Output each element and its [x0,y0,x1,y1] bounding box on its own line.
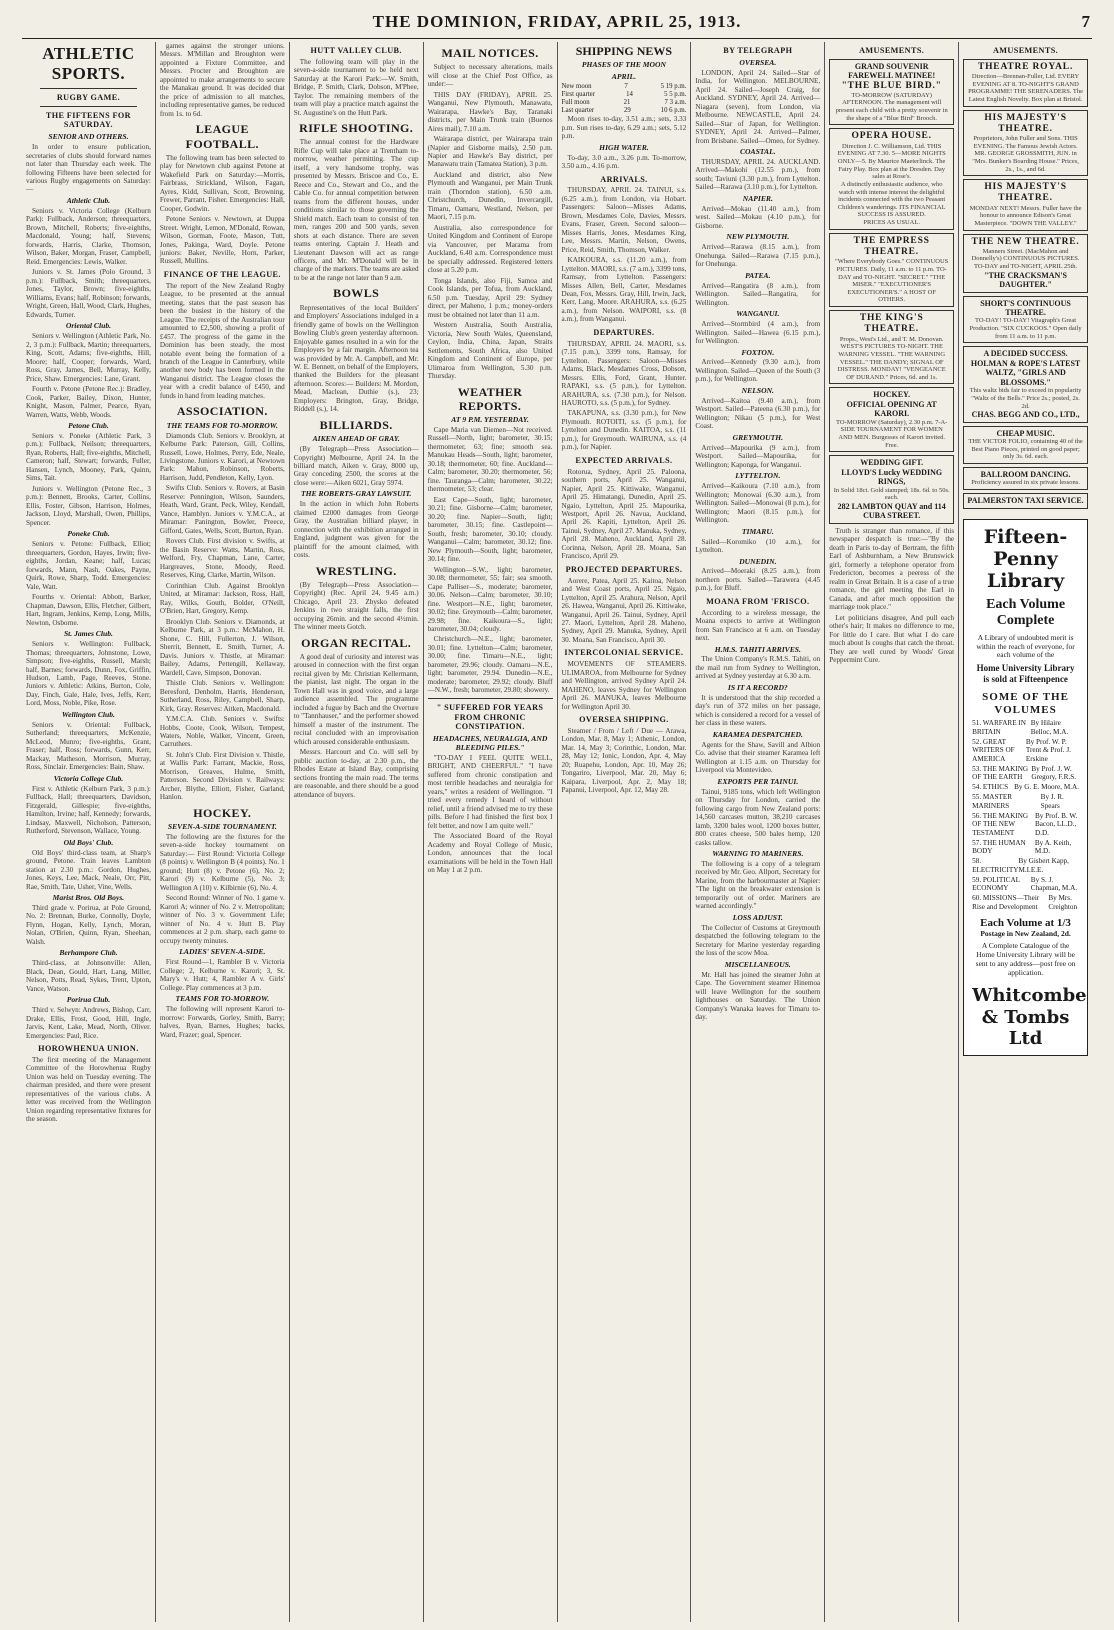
club-heading: Old Boys' Club. [63,837,114,847]
article-text: Messrs. Harcourt and Co. will sell by public auction to-day, at 2.30 p.m., the Rhodes Estate at Island Bay, comprising sections fronting the main road. The terms are reasonable, and there should be a good attendance of buyers. [293,748,419,799]
expected-heading: EXPECTED ARRIVALS. [575,455,673,465]
column-amusements-2 [959,42,1092,1622]
article-text: In order to ensure publication, secretaries of clubs should forward names not later than Thursday each week. The following Fifteens have been selected for various Rugby engagements on Saturday:— [26,143,151,194]
record-heading: IS IT A RECORD? [727,682,788,692]
article-text: Representatives of the local Builders' and Employers' Associations indulged in a friendly game of bowls on the Wellington Bowling Club's green yesterday afternoon. Enjoyable games resulted in a win for the Employers by a fair margin. Afternoon tea was provided by Mr. A. Campbell, and Mr. W. E. Bennett, on behalf of the Employers, thanked the Builders for the pleasant afternoon. Scores:— Builders: M. Mordon, Mead, Maclean, Duthie (s.), 23; Employers: Brington, Gray, Bridge, Riddell (s.), 14. [293,303,419,414]
organ-recital-heading: ORGAN RECITAL. [301,635,412,650]
theatre-royal-title: THEATRE ROYAL. [977,61,1074,72]
page-columns [22,42,1092,1622]
rifle-shooting-heading: RIFLE SHOOTING. [299,121,414,136]
volume-item: 54. ETHICS By G. E. Moore, M.A. [972,783,1079,792]
official-opening: OFFICIAL OPENING AT KARORI. [846,399,937,419]
overseas-heading: OVERSEA SHIPPING. [579,715,669,725]
outport-heading: WANGANUI. [736,309,780,319]
article-text: The report of the New Zealand Rugby League, to be presented at the annual meeting, states that the past season has been the busiest in the history of the League. The receipts of the Australian tour amounted to £2,500, showing a profit of £457. The progress of the game in the Dominion has been steady, the most notable event being the formation of a branch of the League in Canterbury, while another new body has been formed in the Wanganui district. The League closes the year with a credit balance of £450, and funds in hand from leading matches. [159,281,285,400]
library-price: Each Volume at 1/3 [980,917,1071,930]
his-majestys-title: HIS MAJESTY'S THEATRE. [984,112,1067,134]
article-text: A good deal of curiosity and interest was aroused in connection with the first organ recital given by Mr. Christian Kellermann, the pianist, last night. The organ in the Town Hall was in good voice, and a large audience assembled. The programme included a fugue by Bach and the Overture to "Tannhauser," and the performer showed himself a master of the instrument. The recital concluded with an improvisation which aroused considerable enthusiasm. [293,653,419,746]
article-text: Wairarapa district, per Wairarapa train (Napier and Gisborne mails), 2.50 p.m. Napier and Hawke's Bay district, per Manawatu train (Tamatea Station), 3 p.m. [427,135,553,169]
article-text: (By Telegraph—Press Association—Copyright) (Rec. April 24, 9.45 a.m.) Chicago, April 23. Zbysko defeated Jenkins in two straight falls, the first occupying 26min. and the second 4½min. The winner meets Gotch. [293,580,419,632]
club-heading: St. James Club. [63,629,113,639]
opera-house-title: OPERA HOUSE. [851,131,932,142]
advert-wedding: WEDDING GIFT. LLOYD'S Lucky WEDDING RINGS, In Solid 18ct. Gold stamped; 18s. 6d. to 50s. each. 282 LAMBTON QUAY and 114 CUBA STREET. [829,455,954,524]
shipping-list: Arrived—Mapourika (9 a.m.), from Westport. Sailed—Mapourika, for Wellington; Kaponga, for Wanganui. [695,443,821,469]
team-list: Third grade v. Porirua, at Pole Ground, No. 2: Brennan, Burke, Connolly, Doyle, Flynn, Hogan, Kelly, Lynch, Moran, Nolan, O'Brien, Quinn, Ryan, Sheehan, Walsh. [26,903,151,946]
amusements-heading-2: AMUSEMENTS. [992,46,1059,55]
senior-heading: SENIOR AND OTHERS. [48,132,129,142]
column-telegraph-shipping [691,42,825,1622]
moon-row: Last quarter 29 10 6 p.m. [561,107,687,115]
team-list: Seniors v. Wellington (Athletic Park, No. 2, 3 p.m.): Fullback, Martin; threequarters, King, Scott, Adams; five-eighths, Hill, Moore; half, Cooper; forwards, Ward, Ross, Gray, James, Bell, Murray, Kelly, Price, Shaw. Emergencies: Lane, Grant. [26,332,151,383]
exports-heading: EXPORTS PER TAINUI. [717,776,799,786]
team-list: Old Boys' third-class team, at Sharp's ground, Petone. Train leaves Lambton station at 2.30 p.m.: Gordon, Hughes, Jones, Keys, Lee, Mack, Neale, Orr, Pitt, Rae, Smith, Tate, Usher, Vine, Wells. [26,848,151,891]
moon-row: Full moon 21 7 3 a.m. [561,99,687,107]
weather-list: Cape Maria van Diemen—Not received. Russell—North, light; barometer, 30.15; thermometer, 63; fine; smooth sea. Manukau Heads—South, light; barometer, 30.18; thermometer, 60; fine. Auckland—Calm; barometer, 30.20; thermometer, 56; fine. Tauranga—Calm; barometer, 30.22; thermometer, 53; clear. [427,425,553,494]
article-text: Subject to necessary alterations, mails will close at the Chief Post Office, as under:— [427,63,553,89]
column-amusements-1 [825,42,959,1622]
lambton-address: 282 LAMBTON QUAY and 114 CUBA STREET. [837,502,946,521]
outport-heading: LYTTELTON. [735,471,781,481]
column-athletic-sports [22,42,156,1622]
team-list: Seniors v. Victoria College (Kelburn Park): Fullback, Anderson; threequarters, Brown, Mitchell, Roberts; five-eighths, Macdonald, Young; half, Stevens; forwards, Harris, Clarke, Thomson, Wilson, Baker, Morgan, Fraser, Campbell, Reid. Emergencies: Lewis, Walker. [26,206,151,266]
club-heading: Poneke Club. [67,529,110,539]
decided-success: A DECIDED SUCCESS. [983,349,1068,359]
newspaper-title: THE DOMINION, FRIDAY, APRIL 25, 1913. [372,12,742,31]
athletic-sports-heading: ATHLETIC SPORTS. [42,44,135,84]
club-heading: Victoria College Club. [53,773,124,783]
team-list: St. John's Club. First Division v. Thistle, at Wallis Park: Farrant, Mackie, Ross, Morrison, Greaves, Hulme, Smith, Patterson. Second Division v. Railways: Archer, Blythe, Elliott, Fisher, Garland, Hanlon. [159,750,285,802]
article-text: games against the stronger unions. Messrs. M'Millan and Broughton were appointed a Fixture Committee, and Messrs. Procter and Broughton are appointed to make arrangements to secure the Manakau ground. It was decided that the price of admission to all matches, including representative games, be reduced from 1s. to 6d. [159,42,285,118]
advert-his-majestys: HIS MAJESTY'S THEATRE. Proprietors, John Fuller and Sons. THIS EVENING. The Famous Jewish Actors. MR. GEORGE GROSSMITH, JUN. in "Mrs. Bunker's Boarding House." Prices, 2s., 1s., and 6d. [963,110,1088,177]
team-list: Seniors v. Petone: Fullback, Elliot; threequarters, Gordon, Hayes, Irwin; five-eighths, Jordan, Keane; half, Lucas; forwards, Mann, Nash, Oakes, Payne, Quirk, Rowe, Sharp, Todd. Emergencies: Vale, Watt. [26,540,151,591]
advert-cheap-music: CHEAP MUSIC. THE VICTOR FOLIO, containing 40 of the Best Piano Pieces, printed on good paper; only 3s. 6d. each. [963,426,1088,464]
column-league-association [156,42,290,1622]
high-water-heading: HIGH WATER. [599,142,649,152]
advert-theatre-royal: THEATRE ROYAL. Direction—Brennan-Fuller, Ltd. EVERY EVENING AT 8. TO-NIGHT'S GRAND PROGRAMME! THE SERENADERS. The Latest English Novelty. Box plan at Bristol. [963,59,1088,107]
bowls-heading: BOWLS [333,286,380,301]
article-text: "TO-DAY I FEEL QUITE WELL, BRIGHT, AND CHEERFUL." "I have suffered from chronic constipation and most terrible headaches and neuralgia for years," writes a resident of Wellington. "I tried every remedy I heard of without relief, until a friend advised me to try these pills. Before I had finished the first box I felt better, and now I am quite well." [427,753,553,830]
volume-item: 53. THE MAKING OF THE EARTH By Prof. J. W. Gregory, F.R.S. [972,764,1077,782]
masthead [22,8,1092,39]
shorts-title: SHORT'S CONTINUOUS THEATRE. [980,298,1071,318]
column-mail-weather [424,42,558,1622]
library-postage: Postage in New Zealand, 2d. [980,929,1071,939]
column-shipping-news [558,42,692,1622]
team-list: Seniors v. Wellington: Fullback, Thomas; threequarters, Johnstone, Lowe, Simpson; five-eighths, Russell, Marsh; half, Barnes; forwards, Dunn, Fox, Griffin, Hudson, Lamb, Page, Reeves, Stone. Juniors v. Athletic: Atkins, Burton, Cole, Day, Finch, Gale, Hale, Ives, Jeffs, Kerr, Lord, Moss, Noble, Pike, Rose. [26,640,151,708]
intercolonial-heading: INTERCOLONIAL SERVICE. [564,648,684,658]
article-text: Mr. Hall has joined the steamer John at Cape. The Government steamer Hinemoa will leave Wellington for the southern lighthouses on Saturday. The Union Company's Wanaka leaves for Timaru to-day. [695,970,821,1022]
chas-begg: CHAS. BEGG AND CO., LTD., [971,410,1080,420]
volume-item: 55. MASTER MARINERS By J. R. Spears [972,793,1064,810]
team-list: Fourths v. Oriental: Abbott, Barker, Chapman, Dawson, Ellis, Fletcher, Gilbert, Hart, Ingram, Jenkins, Kemp, Long, Mills, Newton, Osborne. [26,593,151,627]
advert-shorts: SHORT'S CONTINUOUS THEATRE. TO-DAY! TO-DAY! Vitagraph's Great Production. "SIX CUCKOOS." Open daily from 11 a.m. to 11 p.m. [963,296,1088,344]
advert-new-theatre: THE NEW THEATRE. Manners Street. (MacMahon and Donnelly's) CONTINUOUS PICTURES. TO-DAY and TO-NIGHT, APRIL 25th. "THE CRACKSMAN'S DAUGHTER." [963,234,1088,293]
club-heading: Athletic Club. [66,195,111,205]
oversea-heading: OVERSEA. [739,57,777,67]
shipping-list: LONDON, April 24. Sailed—Star of India, for Wellington. MELBOURNE, April 24. Sailed—Joseph Craig, for Auckland. SYDNEY, April 24. Arrived—Niagara (seven), from London, via Melbourne. NEWCASTLE, April 24. Sailed—Star of Japan, for Wellington. SYDNEY, April 24. Arrived—Palmer, from Brisbane. Sailed—Omeo, for Sydney. [695,68,821,145]
article-text: Moon rises to-day, 3.51 a.m.; sets, 3.33 p.m. Sun rises to-day, 6.29 a.m.; sets, 5.12 p.m. [561,115,687,141]
library-advert [963,519,1088,1057]
advert-opera-house: OPERA HOUSE. Direction J. C. Williamson, Ltd. THIS EVENING AT 7.30. 5—MORE NIGHTS ONLY—5. By Maurice Maeterlinck. The Fairy Play. Box plan at the Dresden. Day sales at Rose's. A distinctly enthusiastic audience, who watch with intense interest the delightful incidents connected with the two Peasant Children's wanderings. ITS FINANCIAL SUCCESS IS ASSURED. PRICES AS USUAL. [829,128,954,229]
shipping-list: THURSDAY, APRIL 24. AUCKLAND. Arrived—Makohi (12.55 p.m.), from south; Taviuni (3.30 p.m.), from Lyttelton. Sailed—Rarawa (3.10 p.m.), for Lyttelton. [695,157,821,192]
finance-heading: FINANCE OF THE LEAGUE. [163,269,281,279]
wrestling-heading: WRESTLING. [315,563,397,578]
club-heading: Porirua Club. [66,995,111,1005]
loss-heading: LOSS ADJUST. [732,912,783,922]
warning-heading: WARNING TO MARINERS. [712,849,804,859]
arrivals-heading: ARRIVALS. [600,174,648,184]
article-text: The following team will play in the seven-a-side tournament to be held next Saturday at the Karori Park:—W. Smith, Bridge, P. Smith, Clark, Dobson, M'Phee, Taylor. The remaining members of the team will play a practice match against the St. Augustine's on the Hutt Park. [293,57,419,117]
weather-list: Wellington—S.W., light; barometer, 30.08; thermometer, 55; fair; sea smooth. Cape Palliser—S., moderate; barometer, 30.06. Nelson—Calm; barometer, 30.10; fine. Westport—N.E., light; barometer, 30.02; fine. Greymouth—Calm; barometer, 29.98; fine. Kaikoura—S., light; barometer, 30.04; cloudy. [427,565,553,633]
article-text: The annual contest for the Hardware Rifle Cup will take place at Trentham to-morrow, weather permitting. The cup itself, a very handsome trophy, was presented by Messrs. Briscoe and Co., E. Reece and Co., Stewart and Co., and the Cable Co. for annual competition between teams from the different houses, under conditions similar to those governing the Shield match. Each team to consist of ten men, ranges 200 and 500 yards, seven shots at each distance. There are seven teams entering. Captain J. Heath and Lieutenant Dawson will act as range officers, and Mr. M'Donald will be in charge of the markers. The teams are asked to be at the range not later than 9 a.m. [293,138,419,282]
advert-kings: THE KING'S THEATRE. Props., West's Ltd., and T. M. Donovan. WEST'S PICTURES TO-NIGHT. THE WARNING VESSEL. "THE WARNING VESSEL." THE DANDY; SIGNAL OF DISTRESS. MONDAY! "VENGEANCE OF DURAND." Prices, 6d. and 1s. [829,310,954,384]
outport-heading: GREYMOUTH. [732,432,784,442]
shipping-list: MOVEMENTS OF STEAMERS. ULIMAROA, from Melbourne for Sydney and Wellington, arrived Sydney April 24. MAHENO, leaves Sydney for Wellington April 26. MANUKA, leaves Melbourne for Wellington April 30. [561,660,687,711]
ballroom-title: BALLROOM DANCING. [980,470,1071,480]
outport-heading: FOXTON. [741,347,775,357]
article-text: Tonga Islands, also Fiji, Samoa and Cook Islands, per Tofua, from Auckland, 6.50 p.m. Tuesday, April 29: Sydney direct, per Maheno, 1 p.m.; money-orders must be obtained not later than 11 a.m. [427,276,553,319]
team-list: Juniors v. St. James (Polo Ground, 3 p.m.): Fullback, Smith; threequarters, Jones, Taylor, Brown; five-eighths, Williams, Evans; half, Robinson; forwards, Wright, Green, Hall, Wood, Clark, Hughes, Edwards, Turner. [26,268,151,319]
team-list: The following will represent Karori to-morrow: Forwards, Gorley, Smith, Barry; halves, Ryan, Barnes, Hughes; backs, Ward, Frazer; goal, Spencer. [159,1005,285,1039]
team-list: Rovers Club. First division v. Swifts, at the Basin Reserve: Watts, Martin, Ross, Welford, Fry, Chapman, Lane, Carter, Hargreaves, Stone, Moody, Reed. Reserves, King, Clarke, Martin, Wilson. [159,537,285,580]
telegraph-heading: BY TELEGRAPH [723,46,793,55]
article-text: To-day, 3.0 a.m., 3.26 p.m. To-morrow, 3.50 a.m., 4.16 p.m. [561,153,687,171]
empress-title: THE EMPRESS THEATRE. [853,235,930,257]
club-heading: Berhampore Club. [59,948,118,958]
association-heading: ASSOCIATION. [176,404,268,419]
farewell-title: GRAND SOUVENIR FAREWELL MATINEE! [848,61,936,81]
article-text: Australia, also correspondence for United Kingdom and Continent of Europe via Vancouver, per Marama from Auckland, 6.40 a.m. Correspondence must be specially addressed. Registered letters close at 5.20 p.m. [427,223,553,275]
shipping-list: Arrived—Mokau (11.40 a.m.), from west. Sailed—Mokau (4.10 p.m.), for Gisborne. [695,204,821,230]
article-text: Agents for the Shaw, Savill and Albion Co. advise that their steamer Karamea left Wellington at 1.15 a.m. on Thursday for Liverpool via Montevideo. [695,740,821,775]
outport-heading: TIMARU. [741,526,774,536]
hockey-heading: HOCKEY. [193,805,252,820]
page-number: 7 [1081,12,1090,31]
testimonial-heading-1: " SUFFERED FOR YEARS FROM CHRONIC CONSTIPATION. [436,702,544,732]
club-heading: Wellington Club. [61,709,115,719]
volume-item: 51. WARFARE IN BRITAIN By Hilaire Belloc, M.A. [972,719,1069,736]
library-each: Each Volume Complete [986,596,1066,629]
library-home: Home University Library [976,663,1075,674]
shipping-list: Sailed—Koromiko (10 a.m.), for Lyttelton. [695,537,821,555]
union-heading: HOROWHENUA UNION. [38,1044,139,1054]
article-text: Truth is stranger than romance, if this newspaper despatch is true:—"By the death in Paris to-day of Bertram, the fifth Earl of Ashburnham, a New Brunswick girl, formerly a telephone operator from Fredericton, becomes a peeress of the realm in Great Britain. It is a case of a true romance, the girl meeting the Earl in Canada, and after much opposition the marriage took place." [829,526,955,612]
shipping-list: TAKAPUNA, s.s. (3.30 p.m.), for New Plymouth. ROTOITI, s.s. (5 p.m.), for Lyttelton and Dunedin. KAITOA, s.s. (11 p.m.), for Greymouth. WAIRUNA, s.s. (4 p.m.), for Napier. [561,409,687,452]
library-blurb: A Library of undoubted merit is within the reach of everyone, for each volume of the [976,632,1075,660]
weather-list: Christchurch—N.E., light; barometer, 30.01; fine. Lyttelton—Calm; barometer, 30.00; fine. Timaru—N.E., light; barometer, 29.96; cloudy. Oamaru—N.E., light; barometer, 29.94. Dunedin—N.E., moderate; barometer, 29.92; cloudy. Bluff—N.W., fresh; barometer, 29.80; showery. [427,635,553,695]
projected-heading: PROJECTED DEPARTURES. [565,564,683,574]
team-list: Swifts Club. Seniors v. Rovers, at Basin Reserve: Pennington, Wilson, Saunders, Heath, Ward, Grant, Peck, Wiley, Kendall, Vance, Hamblyn. Juniors v. Y.M.C.A., at Miramar: Panington, Bowler, Preece, Gifford, Gates, Wells, Scott, Burton, Ryan. [159,484,285,535]
club-heading: Petone Club. [68,421,109,431]
association-sub: THE TEAMS FOR TO-MORROW. [166,420,278,430]
volume-item: 56. THE MAKING OF THE NEW TESTAMENT By Prof. B. W. Bacon, LL.D., D.D. [972,811,1078,837]
volume-item: 58. ELECTRICITY By Gisbert Kapp, M.I.E.E. [972,857,1069,874]
volume-item: 60. MISSIONS—Their Rise and Development By Mrs. Creighton [972,894,1078,911]
weather-reports-heading: WEATHER REPORTS. [457,384,523,413]
article-text: The Collector of Customs at Greymouth despatched the following telegram to the Secretary for Marine yesterday regarding the loss of the scow Moa. [695,923,821,958]
shipping-list: Rotorua, Sydney, April 25. Paloona, southern ports, April 25. Wanganui, Napier, April 25. Kittiwake, Wanganui, April 25. Himatangi, Dunedin, April 25. Ngaio, Lyttelton, April 25. Mapourika, Westport, April 26. Navua, Auckland, April 26. Kapiti, Lyttelton, April 26. Tainui, Sydney, April 27. Manuka, Sydney, April 28. Maheno, Auckland, April 28. Corinna, Nelson, April 28. Moana, San Francisco, April 29. [561,467,687,561]
lloyds-rings: LLOYD'S Lucky WEDDING RINGS, [841,467,943,487]
weather-list: East Cape—South, light; barometer, 30.21; fine. Gisborne—Calm; barometer, 30.20; fine. Napier—South, light; barometer, 30.15; fine. Castlepoint—South, fresh; barometer, 30.10; cloudy. Wanganui—Calm; barometer, 30.12; fine. New Plymouth—South, light; barometer, 30.14; fine. [427,495,553,564]
library-title: Fifteen-Penny Library [983,525,1068,593]
team-list: Third-class, at Johnsonville: Allen, Black, Dean, Gould, Hart, Lang, Miller, Nelson, Potts, Read, Sykes, Trent, Upton, Vance, Watson. [26,959,151,993]
shipping-list: Arrived—Kaitoa (9.40 a.m.), from Westport. Sailed—Pateena (6.30 p.m.), for Wellington; Nikau (5 p.m.), for West Coast. [695,396,821,431]
article-text: Auckland and district, also New Plymouth and Wanganui, per Main Trunk train (Thorndon station), 6.50 a.m. Christchurch, Dunedin, Invercargill, Timaru, Oamaru, Westland, Nelson, per Maori, 7.15 p.m. [427,170,553,222]
article-text: According to a wireless message, the Moana expects to arrive at Wellington from San Francisco at 6 a.m. on Tuesday next. [695,608,821,643]
amusements-heading: AMUSEMENTS. [859,46,925,55]
karamea-heading: KARAMEA DESPATCHED. [712,729,803,739]
article-text: The following team has been selected to play for Newtown club against Petone at Wakefield Park on Saturday:—Morris, Fairbrass, Strickland, Wilson, Fagan, Ayres, Kidd, Sullivan, Scott, Browning, Frewer, Parrant, Fisher. Emergencies: Hall, Cooper, Godwin. [159,153,285,213]
wedding-gift-title: WEDDING GIFT. [860,458,924,468]
lawsuit-heading: THE ROBERTS-GRAY LAWSUIT. [301,489,412,499]
cracksman-title: "THE CRACKSMAN'S DAUGHTER." [984,270,1068,290]
moon-month: APRIL. [611,72,637,82]
his-majestys-title-2: HIS MAJESTY'S THEATRE. [984,182,1067,204]
outport-heading: PATEA. [745,270,771,280]
outport-heading: NAPIER. [742,193,773,203]
outport-heading: NELSON. [741,385,774,395]
moon-row: New moon 7 5 19 p.m. [561,83,687,91]
team-list: Corinthian Club. Against Brooklyn United, at Miramar: Jackson, Ross, Hall, Ray, Wilks, Gouth, Bolder, O'Neill, O'Brien, Hart, Gregory, Kemp. [159,581,285,616]
coastal-heading: COASTAL. [739,146,776,156]
team-list: Y.M.C.A. Club. Seniors v. Swifts: Hobbs, Coote, Cook, Wilson, Tempest, Waters, Noble, Walker, Vincent, Green, Carruthers. [159,715,285,749]
moon-heading: PHASES OF THE MOON [581,60,666,70]
article-text: Western Australia, South Australia, Victoria, New South Wales, Queensland, Ceylon, India, China, Japan, Straits Settlements, South Africa, also United Kingdom and Continent of Europe, per Ulimaroa from Wellington, 5.30 p.m. Thursday. [427,321,553,381]
article-text: Let politicians disagree, And pull each other's hair; It makes no difference to me, For little do I care. But what I do care much about Is coughs that catch the throat. They are well cured by Woods' Great Peppermint Cure. [829,613,955,665]
article-text: It is understood that the ship recorded a day's run of 372 miles on her passage, which is considered a record for a vessel of her class in these waters. [695,693,821,728]
moon-phases-table [562,83,687,115]
billiards-sub: AIKEN AHEAD OF GRAY. [312,434,400,444]
holman-waltz: HOLMAN & ROPE'S LATEST WALTZ, "GIRLS AND BLOSSOMS." [970,358,1081,387]
article-text: The following are the fixtures for the seven-a-side hockey tournament on Saturday:— First Round: Victoria College (8 points) v. Wellington B (4 points). No. 1 ground; Hutt (8) v. Petone (6), No. 2; Karori (9) v. Kelburne (5), No. 3; Wellington A (10) v. Kilbirnie (6), No. 4. [159,832,285,892]
article-text: In the action in which John Roberts claimed £2000 damages from George Gray, the Australian billiard player, in connection with the exhibition arranged in England, judgment was given for the plaintiff for the amount claimed, with costs. [293,500,419,560]
shipping-list: Arrived—Kaikoura (7.10 a.m.), from Wellington; Monowai (6.30 a.m.), from Wellington. Sailed—Monowai (8 p.m.), for Wellington; Maori (8.15 p.m.), for Wellington. [695,482,821,525]
hockey-sub: SEVEN-A-SIDE TOURNAMENT. [167,822,277,832]
column-rifle-bowls [290,42,424,1622]
article-text: Second Round: Winner of No. 1 game v. Karori A; winner of No. 2 v. Metropolitan; winner of No. 3 v. Government Life; winner of No. 4 v. Hutt B. Play commences at 2 p.m. sharp, each game to occupy twenty minutes. [159,894,285,945]
library-catalogue: A Complete Catalogue of the Home University Library will be sent to any address—post free on application. [975,940,1076,977]
team-list: First v. Athletic (Kelburn Park, 3 p.m.): Fullback, Hall; threequarters, Davidson, Fitzgerald, Gillespie; five-eighths, Hamilton, Irvine; half, Kennedy; forwards, Lindsay, Maxwell, Nicholson, Patterson, Rutherford, Stevenson, Wallace, Young. [26,784,151,836]
volume-item: 52. GREAT WRITERS OF AMERICA By Prof. W. P. Trent & Prof. J. Erskine [972,737,1071,763]
advert-farewell: GRAND SOUVENIR FAREWELL MATINEE! "THE BLUE BIRD." TO-MORROW (SATURDAY) AFTERNOON. The management will present each child with a pretty souvenir in the shape of a "Blue Bird" Brooch. [829,59,954,126]
volume-list [972,719,1079,911]
outport-heading: NEW PLYMOUTH. [726,232,790,242]
library-some: SOME OF THE VOLUMES [982,690,1069,716]
team-list: Brooklyn Club. Seniors v. Diamonds, at Kelburne Park, at 3 p.m.: McMahon, H. Shone, C. Hill, Fullerton, J. Wilson, Sherrit, Bennett, E. Smith, Turner, A. Davis. Juniors v. Thistle, at Miramar: Bailey, Adams, Pettengill, Kellaway, Wardell, Cave, Simpson, Donovan. [159,617,285,677]
club-heading: Marist Bros. Old Boys. [52,893,125,903]
tahiti-heading: H.M.S. TAHITI ARRIVES. [714,644,801,654]
teams-tomorrow: TEAMS FOR TO-MORROW. [175,994,270,1004]
mail-notices-heading: MAIL NOTICES. [441,46,539,60]
article-text: THIS DAY (FRIDAY), APRIL 25. Wanganui, New Plymouth, Manawatu, Wairarapa, Hawke's Bay, Taranaki districts, per Main Trunk train (Buenos Aires mail), 7.10 a.m. [427,90,553,133]
bluebird-title: "THE BLUE BIRD." [841,80,942,91]
article-text: The Union Company's R.M.S. Tahiti, on the mail run from Sydney to Wellington, arrived at Sydney yesterday at 6.30 a.m. [695,655,821,681]
article-text: Tainui, 9185 tons, which left Wellington on Thursday for London, carried the following cargo from New Zealand ports: 14,560 carcases mutton, 38,210 carcases lamb, 3200 bales wool, 1200 boxes butter, 800 crates cheese, 500 bales hemp, 120 casks tallow. [695,787,821,847]
publisher-logo: Whitcombe & Tombs Ltd [972,985,1087,1049]
league-football-heading: LEAGUE FOOTBALL. [185,122,259,151]
shipping-list: Arrived—Moeraki (8.25 a.m.), from northern ports. Sailed—Tarawera (4.45 p.m.), for Bluff. [695,567,821,593]
club-heading: Oriental Club. [65,321,112,331]
shipping-news-heading: SHIPPING NEWS [575,44,673,58]
article-text: The first meeting of the Management Committee of the Horowhenua Rugby Union was held on Tuesday evening. The chairman presided, and there were present representatives of the various clubs. A letter was received from the Wellington Union regarding representative fixtures for the season. [26,1055,151,1124]
team-list: Fourth v. Petone (Petone Rec.): Bradley, Cook, Parker, Bailey, Dixon, Hunter, Knight, Mason, Palmer, Pearce, Ryan, Warren, Watts, Webb, Woods. [26,385,151,419]
moon-row: First quarter 14 5 5 p.m. [561,91,687,99]
team-list: Third v. Selwyn: Andrews, Bishop, Carr, Drake, Ellis, Frost, Good, Hill, Ingle, Jarvis, Kent, Lake, Mead, North, Oliver. Emergencies: Paul, Rice. [26,1006,151,1040]
shipping-list: Arrived—Rarawa (8.15 a.m.), from Onehunga. Sailed—Rarawa (7.15 p.m.), for Onehunga. [695,243,821,269]
hockey-ad-title: HOCKEY. [873,390,911,400]
ladies-heading: LADIES' SEVEN-A-SIDE. [179,947,266,957]
cheap-music-title: CHEAP MUSIC. [996,428,1055,438]
shipping-list: Steamer / From / Left / Due — Arawa, London, Mar. 8, May 1; Athenic, London, Mar. 14, May 3; Corinthic, London, Mar. 28, May 12; Ionic, London, Apr. 4, May 20; Ruapehu, London, Apr. 10, May 26; Tongariro, Liverpool, Mar. 20, May 6; Kaipara, Liverpool, Apr. 2, May 18; Papanui, Liverpool, Apr. 12, May 28. [561,726,687,795]
new-theatre-title: THE NEW THEATRE. [971,236,1080,247]
taxi-title: PALMERSTON TAXI SERVICE. [967,496,1084,506]
kings-title: THE KING'S THEATRE. [859,313,924,335]
rugby-subheading: RUGBY GAME. [56,93,121,103]
testimonial-heading-2: HEADACHES, NEURALGIA, AND BLEEDING PILES." [432,733,548,752]
departures-heading: DEPARTURES. [593,327,655,337]
weather-sub: AT 9 P.M. YESTERDAY. [451,414,529,424]
article-text: Petone Seniors v. Newtown, at Duppa Street. Wright, Lemon, M'Donald, Rowan, Wilson, Gorman, Foote, Mason, Tutt, Jones, Pakinga, Ward, Doyle. Petone juniors: Baker, Neville, Horn, Parker, Russell, Mullins. [159,215,285,266]
team-list: Juniors v. Wellington (Petone Rec., 3 p.m.): Bennett, Brooks, Carter, Collins, Ellis, Foster, Gibson, Harrison, Holmes, Jackson, Lloyd, Marshall, Owen, Phillips, Spencer. [26,484,151,527]
frisco-heading: MOANA FROM 'FRISCO. [706,596,810,606]
advert-hockey: HOCKEY. OFFICIAL OPENING AT KARORI. TO-MORROW (Saturday), 2.30 p.m. 7-A-SIDE TOURNAMENT FOR WOMEN AND MEN. Burgesses of Karori invited. Free. [829,387,954,452]
advert-holman: A DECIDED SUCCESS. HOLMAN & ROPE'S LATEST WALTZ, "GIRLS AND BLOSSOMS." This waltz bids fair to exceed in popularity "Waltz of the Bells." Price 2s.; posted, 2s. 2d. CHAS. BEGG AND CO., LTD., [963,346,1088,422]
volume-item: 59. POLITICAL ECONOMY By S. J. Chapman, M.A. [972,875,1078,893]
advert-his-majestys-2: HIS MAJESTY'S THEATRE. MONDAY NEXT! Messrs. Fuller have the honour to announce Edison's Great Masterpiece. "DOWN THE VALLEY." [963,179,1088,230]
team-list: Diamonds Club. Seniors v. Brooklyn, at Kelburne Park: Paterson, Gill, Collins, Russell, Lowe, Holmes, Perry, Ede, Neale, Livingstone. Juniors v. Karori, at Newtown Park: Mahon, Robinson, Roberts, Harrison, Judd, Pendleton, Kelly, Lyon. [159,431,285,482]
billiards-heading: BILLIARDS. [319,417,393,432]
fifteens-heading: THE FIFTEENS FOR SATURDAY. [45,110,131,130]
team-list: Thistle Club. Seniors v. Wellington: Beresford, Denholm, Harris, Henderson, Sutherland, Ross, Riley, Campbell, Sharp, Kirk, Gray. Reserves: Aitken, Macdonald. [159,679,285,713]
shipping-list: THURSDAY, APRIL 24. TAINUI, s.s. (6.25 a.m.), from London, via Hobart. Passengers: Saloon—Misses Adams, Brown, Mesdames Cole, Davies, Messrs. Evans, Fraser, Green. Second saloon—Misses Harris, Jones, Mesdames King, Lee, Messrs. Martin, Nelson, Owens, Price, Reid, Smith, Thomson, Walker. [561,186,687,254]
shipping-list: Arrived—Stormbird (4 a.m.), from Wellington. Sailed—Hawea (6.15 p.m.), for Wellington. [695,320,821,346]
advert-ballroom: BALLROOM DANCING. Proficiency assured in six private lessons. [963,467,1088,490]
outport-heading: DUNEDIN. [739,556,777,566]
article-text: First Round—1, Rambler B v. Victoria College; 2, Kelburne v. Karori; 3, St. Mary's v. Hutt; 4, Rambler A v. Girls' College. Play commences at 3 p.m. [159,958,285,992]
library-sold: is sold at Fifteenpence [983,673,1068,684]
volume-item: 57. THE HUMAN BODY By A. Keith, M.D. [972,838,1072,856]
misc-heading: MISCELLANEOUS. [724,959,791,969]
hutt-valley-heading: HUTT VALLEY CLUB. [310,46,402,55]
advert-taxi [963,493,1088,508]
team-list: Seniors v. Oriental: Fullback, Sutherland; threequarters, McKenzie, McLeod, Munro; five-eighths, Grant, Fraser; half, Ross; forwards, Gunn, Kerr, Mackay, Matheson, Morrison, Murray, Ross, Sinclair. Emergencies: Bain, Shaw. [26,720,151,772]
shipping-list: Arrived—Rangatira (8 a.m.), from Wellington. Sailed—Rangatira, for Wellington. [695,281,821,307]
team-list: Seniors v. Poneke (Athletic Park, 3 p.m.): Fullback, Neilson; threequarters, Ryan, Roberts, Hall; five-eighths, Mitchell, Cameron; half, Stewart; forwards, Fuller, Hansen, Lynch, Mooney, Park, Quinn, Sims, Tait. [26,431,151,483]
shipping-list: Aorere, Patea, April 25. Kaitoa, Nelson and West Coast ports, April 25. Ngaio, Lyttelton, April 25. Arahura, Nelson, April 26. Hawea, Wanganui, April 26. Kittiwake, Wanganui, April 26. Tainui, Sydney, April 27. Maori, Lyttelton, April 28. Maheno, Sydney, April 29. Manuka, Sydney, April 30. Moana, San Francisco, April 30. [561,576,687,644]
shipping-list: Arrived—Kennedy (9.30 a.m.), from Wellington. Sailed—Queen of the South (3 p.m.), for Wellington. [695,358,821,384]
article-text: The following is a copy of a telegram received by Mr. Geo. Allport, Secretary for Marine, from the harbourmaster at Napier: "The light on the breakwater extension is temporarily out of order. Mariners are warned accordingly." [695,860,821,911]
advert-empress: THE EMPRESS THEATRE. "Where Everybody Goes." CONTINUOUS PICTURES. Daily, 11 a.m. to 11 p.m. TO-DAY and TO-NIGHT. "SECRET." "THE MISER." "EXECUTIONER'S EXECUTIONER'S." A HOST OF OTHERS. [829,233,954,307]
article-text: (By Telegraph—Press Association—Copyright) Melbourne, April 24. In the billiard match, Aiken v. Gray, 8000 up, Gray conceding 2500, the scores at the close were:—Aiken 6021, Gray 5974. [293,445,419,487]
article-text: The Associated Board of the Royal Academy and Royal College of Music, London, announces that the local examinations will be held in the Town Hall on May 1 at 2 p.m. [427,832,553,875]
shipping-list: THURSDAY, APRIL 24. MAORI, s.s. (7.15 p.m.), 3399 tons, Ramsay, for Lyttelton. Passengers: Saloon—Misses Adams, Black, Mesdames Cross, Dobson, Messrs. Ellis, Ford, Grant, Hunter. RAPAKI, s.s. (5 p.m.), for Lyttelton. ARAHURA, s.s. (7.30 p.m.), for Nelson. HAUROTO, s.s. (5 p.m.), for Sydney. [561,339,687,407]
shipping-list: KAIKOURA, s.s. (11.20 a.m.), from Lyttelton. MAORI, s.s. (7 a.m.), 3399 tons, Ramsay, from Lyttelton. Passengers: Misses Allen, Bell, Carter, Mesdames Dean, Fox, Messrs. Gray, Hill, Irwin, Jack, Kerr, Lang, Moore. ARAHURA, s.s. (6.25 a.m.), from Nelson. WAIPORI, s.s. (8 a.m.), from Wanganui. [561,256,687,324]
